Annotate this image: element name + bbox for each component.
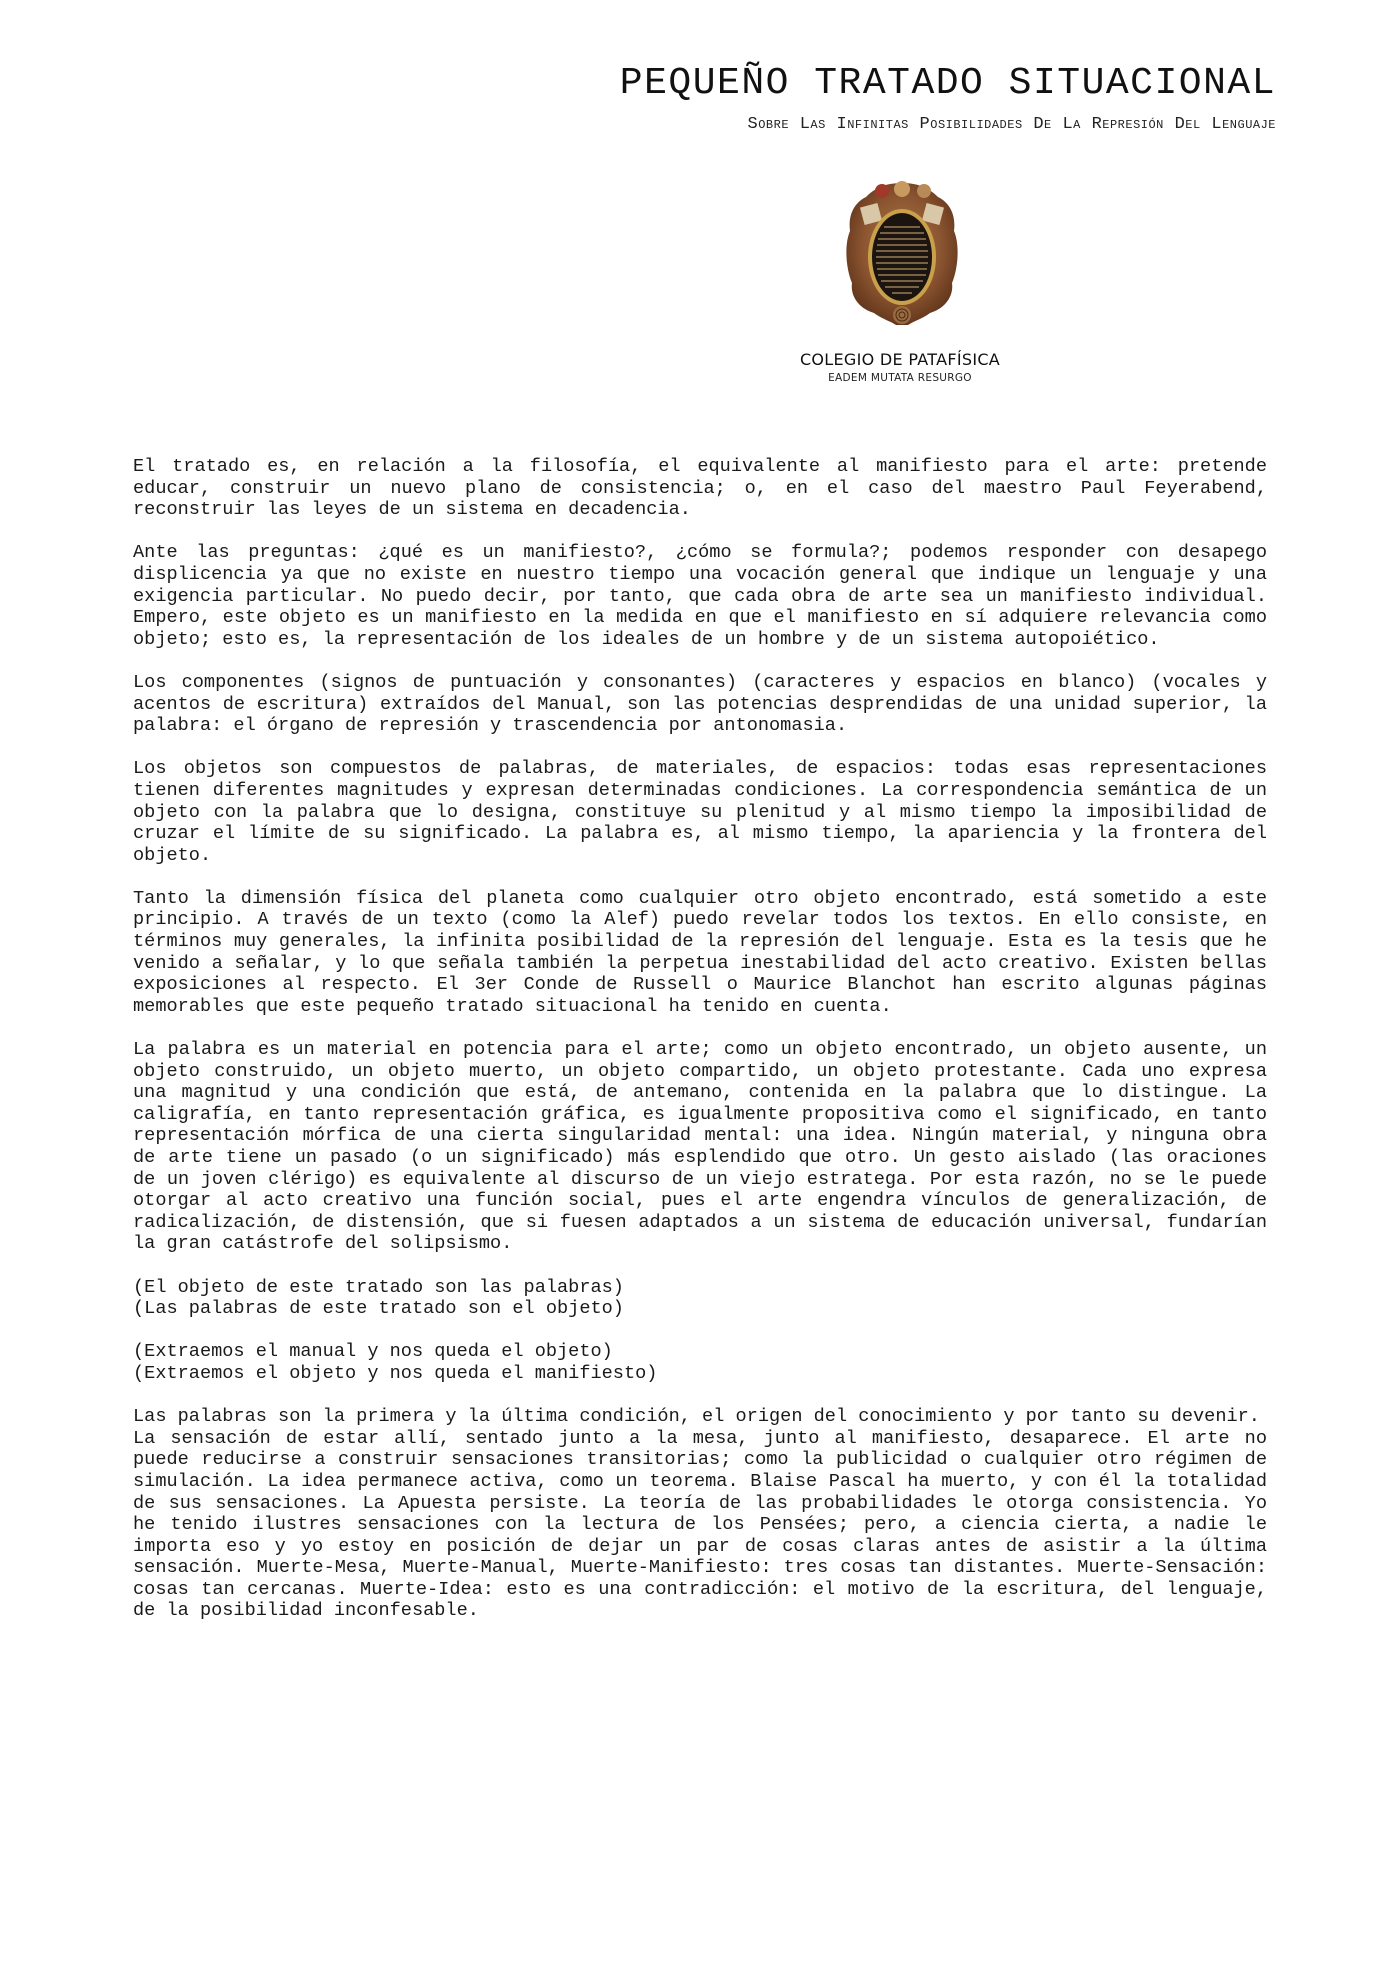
couplet-line: (El objeto de este tratado son las palabras) [133,1276,624,1298]
document-body [133,456,1267,1644]
couplet [133,1277,1267,1320]
couplet [133,1341,1267,1384]
paragraph: La palabra es un material en potencia para el arte; como un objeto encontrado, un objeto ausente, un objeto construido, un objeto muerto, un objeto compartido, un objeto protestante. Cada uno expresa una magnitud y una condición que está, de antemano, contenida en la palabra que lo distingue. La caligrafía, en tanto representación gráfica, es igualmente propositiva como el significado, en tanto representación mórfica de una cierta singularidad mental: una idea. Ningún material, y ninguna obra de arte tiene un pasado (o un significado) más esplendido que otro. Un gesto aislado (las oraciones de un joven clérigo) es equivalente al discurso de un viejo estratega. Por esta razón, no se le puede otorgar al acto creativo una función social, pues el arte engendra vínculos de generalización, de radicalización, de distensión, que si fuesen adaptados a un sistema de educación universal, fundarían la gran catástrofe del solipsismo. [133,1039,1267,1255]
paragraph: Ante las preguntas: ¿qué es un manifiesto?, ¿cómo se formula?; podemos responder con desapego displicencia ya que no existe en nuestro tiempo una vocación general que indique un lenguaje y una exigencia particular. No puedo decir, por tanto, que cada obra de arte sea un manifiesto individual. Empero, este objeto es un manifiesto en la medida en que el manifiesto en sí adquiere relevancia como objeto; esto es, la representación de los ideales de un hombre y de un sistema autopoiético. [133,542,1267,650]
colegio-logo [760,175,1040,400]
paragraph: Las palabras son la primera y la última condición, el origen del conocimiento y por tanto su devenir. [133,1406,1260,1428]
ornate-plaque-emblem-icon [842,179,962,329]
paragraph: La sensación de estar allí, sentado junto a la mesa, junto al manifiesto, desaparece. El arte no puede reducirse a construir sensaciones transitorias; como la publicidad o cualquier otro régimen de simulación. La idea permanece activa, como un teorema. Blaise Pascal ha muerto, y con él la totalidad de sus sensaciones. La Apuesta persiste. La teoría de las probabilidades le otorga consistencia. Yo he tenido ilustres sensaciones con la lectura de los Pensées; pero, a ciencia cierta, a nadie le importa eso y yo estoy en posición de dejar un par de cosas claras antes de asistir a la última sensación. Muerte-Mesa, Muerte-Manual, Muerte-Manifiesto: tres cosas tan distantes. Muerte-Sensación: cosas tan cercanas. Muerte-Idea: esto es una contradicción: el motivo de la escritura, del lenguaje, de la posibilidad inconfesable. [133,1427,1267,1622]
logo-name: COLEGIO DE PATAFÍSICA [799,350,1001,369]
paragraph: Los objetos son compuestos de palabras, de materiales, de espacios: todas esas representaciones tienen diferentes magnitudes y expresan determinadas condiciones. La correspondencia semántica de un objeto con la palabra que lo designa, constituye su plenitud y al mismo tiempo la imposibilidad de cruzar el límite de su significado. La palabra es, al mismo tiempo, la apariencia y la frontera del objeto. [133,758,1267,866]
document-subtitle: Sobre Las Infinitas Posibilidades De La Represión Del Lenguaje [747,115,1276,134]
couplet-line: (Extraemos el manual y nos queda el objeto) [133,1341,613,1363]
paragraph: El tratado es, en relación a la filosofía, el equivalente al manifiesto para el arte: pretende educar, construir un nuevo plano de consistencia; o, en el caso del maestro Paul Feyerabend, reconstruir las leyes de un sistema en decadencia. [133,456,1267,521]
paragraph: Los componentes (signos de puntuación y consonantes) (caracteres y espacios en blanco) (vocales y acentos de escritura) extraídos del Manual, son las potencias desprendidas de una unidad superior, la palabra: el órgano de represión y trascendencia por antonomasia. [133,671,1267,737]
paragraph: Tanto la dimensión física del planeta como cualquier otro objeto encontrado, está sometido a este principio. A través de un texto (como la Alef) puedo revelar todos los textos. En ello consiste, en términos muy generales, la infinita posibilidad de la represión del lenguaje. Esta es la tesis que he venido a señalar, y lo que señala también la perpetua inestabilidad del acto creativo. Existen bellas exposiciones al respecto. El 3er Conde de Russell o Maurice Blanchot han escrito algunas páginas memorables que este pequeño tratado situacional ha tenido en cuenta. [133,887,1267,1017]
couplet-line: (Las palabras de este tratado son el objeto) [133,1298,624,1320]
couplet-line: (Extraemos el objeto y nos queda el manifiesto) [133,1362,658,1384]
document-title: PEQUEÑO TRATADO SITUACIONAL [619,62,1276,105]
logo-motto: EADEM MUTATA RESURGO [828,372,972,384]
